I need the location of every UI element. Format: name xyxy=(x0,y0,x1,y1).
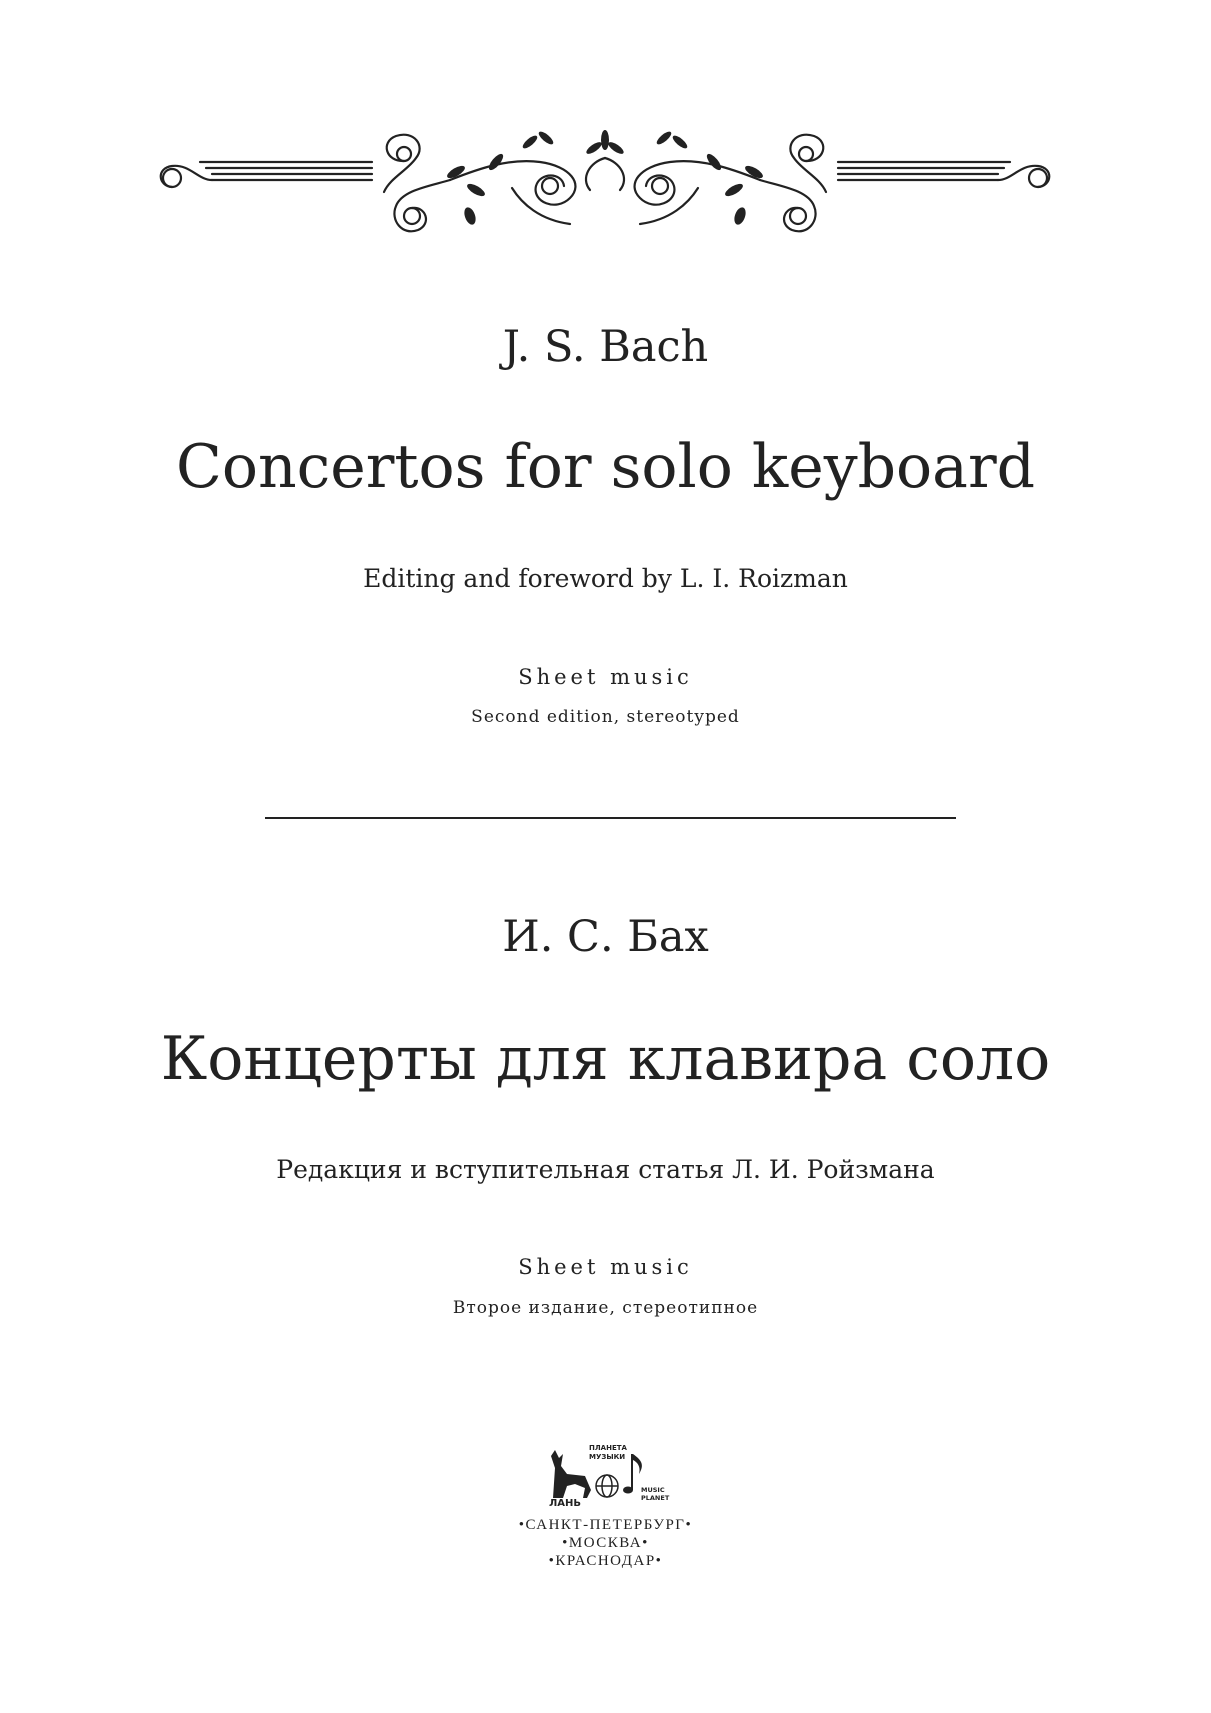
genre-russian: Sheet music xyxy=(518,1255,693,1279)
floral-ornament-icon xyxy=(150,128,1060,236)
city-moscow: •МОСКВА• xyxy=(562,1535,649,1551)
music-note-icon xyxy=(623,1454,642,1494)
title-russian: Концерты для клавира соло xyxy=(160,1024,1051,1094)
genre-english: Sheet music xyxy=(518,665,693,689)
deer-icon xyxy=(551,1450,591,1498)
editor-line-english: Editing and foreword by L. I. Roizman xyxy=(363,564,848,593)
section-divider xyxy=(265,817,956,819)
author-russian: И. С. Бах xyxy=(502,912,709,962)
logo-planet-ru-line2: МУЗЫКИ xyxy=(589,1453,626,1461)
city-krasnodar: •КРАСНОДАР• xyxy=(548,1553,663,1569)
title-english: Concertos for solo keyboard xyxy=(175,432,1036,502)
logo-lan-text: ЛАНЬ xyxy=(549,1498,582,1508)
author-english: J. S. Bach xyxy=(502,322,709,372)
edition-english: Second edition, stereotyped xyxy=(471,707,740,727)
editor-line-russian: Редакция и вступительная статья Л. И. Ройзмана xyxy=(276,1155,935,1184)
city-saint-petersburg: •САНКТ-ПЕТЕРБУРГ• xyxy=(518,1517,693,1533)
publisher-logo xyxy=(545,1438,675,1508)
logo-planet-en-line2: PLANET xyxy=(641,1494,670,1502)
logo-planet-en-line1: MUSIC xyxy=(641,1486,665,1494)
edition-russian: Второе издание, стереотипное xyxy=(452,1298,759,1318)
logo-planet-ru-line1: ПЛАНЕТА xyxy=(589,1444,627,1452)
globe-icon xyxy=(596,1475,618,1497)
